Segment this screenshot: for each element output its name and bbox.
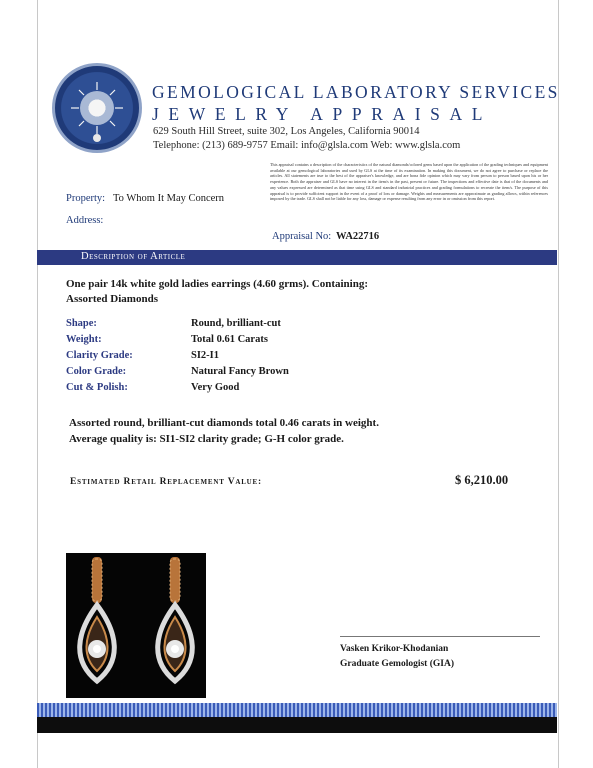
company-address: 629 South Hill Street, suite 302, Los Angeles, California 90014 <box>153 126 420 137</box>
address-label: Address: <box>66 215 104 226</box>
company-contact: Telephone: (213) 689-9757 Email: info@glsla.com Web: www.glsla.com <box>153 140 461 151</box>
disclaimer-text: This appraisal contains a description of the characteristics of the natural diamonds/colored gems based upon the application of the grading techniques and equipment available at our gemological laboratories and used by GLS at the time of its examination. In making this document, we do not agree to purchase or replace the articles. All statements are true to the best of the appraiser's knowledge, and are bona fide opinion which may vary from person to person based upon his or her experience. Both the appraiser and GLS have no interest in the item/s in the past, present or future. The inspections and effective date is that of the documents and any values expressed are determined as that time using GLS and standard industrial practices and grading formulations to recreate the item/s. The purpose of this appraisal is to provide sufficient support in the event of a proof of loss or damage. Weights and measurements are approximate as grading allows, within references imposed by the trade. GLS shall not be liable for any loss, damage or expense resulting from any error in or omission from this report. <box>270 162 548 202</box>
spec-clarity-label: Clarity Grade: <box>66 350 133 361</box>
spec-weight-label: Weight: <box>66 334 102 345</box>
spec-cut-label: Cut & Polish: <box>66 382 128 393</box>
spec-cut-value: Very Good <box>191 382 240 393</box>
address-block <box>153 125 460 153</box>
property-value: To Whom It May Concern <box>113 193 225 204</box>
brand-block <box>152 82 560 125</box>
earrings-illustration <box>66 553 206 698</box>
gemologist-name: Vasken Krikor-Khodanian <box>340 644 449 654</box>
earrings-photo <box>66 553 206 698</box>
spec-color-label: Color Grade: <box>66 366 127 377</box>
spec-color-value: Natural Fancy Brown <box>191 366 289 377</box>
section-title: Description of Article <box>81 251 186 262</box>
signature-line <box>340 636 540 637</box>
footer-bar <box>37 717 557 733</box>
spec-shape-label: Shape: <box>66 318 97 329</box>
appraisal-no-label: Appraisal No: <box>272 231 332 242</box>
spec-shape-value: Round, brilliant-cut <box>191 318 281 329</box>
notes-line-2: Average quality is: SI1-SI2 clarity grade; G-H color grade. <box>69 433 344 445</box>
appraisal-no-value: WA22716 <box>336 231 380 242</box>
property-label: Property: <box>66 193 106 204</box>
description-line-1: One pair 14k white gold ladies earrings (4.60 grms). Containing: <box>66 278 369 290</box>
section-header-band <box>37 250 557 265</box>
gemologist-title: Graduate Gemologist (GIA) <box>340 659 454 669</box>
spec-clarity-value: SI2-I1 <box>191 350 220 361</box>
estimated-value-label: Estimated Retail Replacement Value: <box>70 477 262 487</box>
notes-line-1: Assorted round, brilliant-cut diamonds total 0.46 carats in weight. <box>69 417 379 429</box>
footer-stripe <box>37 703 557 717</box>
appraisal-title: JEWELRY APPRAISAL <box>152 104 493 124</box>
company-name: GEMOLOGICAL LABORATORY SERVICES <box>152 82 560 102</box>
spec-weight-value: Total 0.61 Carats <box>191 334 268 345</box>
description-line-2: Assorted Diamonds <box>66 293 158 305</box>
gls-seal-logo <box>52 63 142 153</box>
estimated-value-amount: $ 6,210.00 <box>455 473 509 487</box>
